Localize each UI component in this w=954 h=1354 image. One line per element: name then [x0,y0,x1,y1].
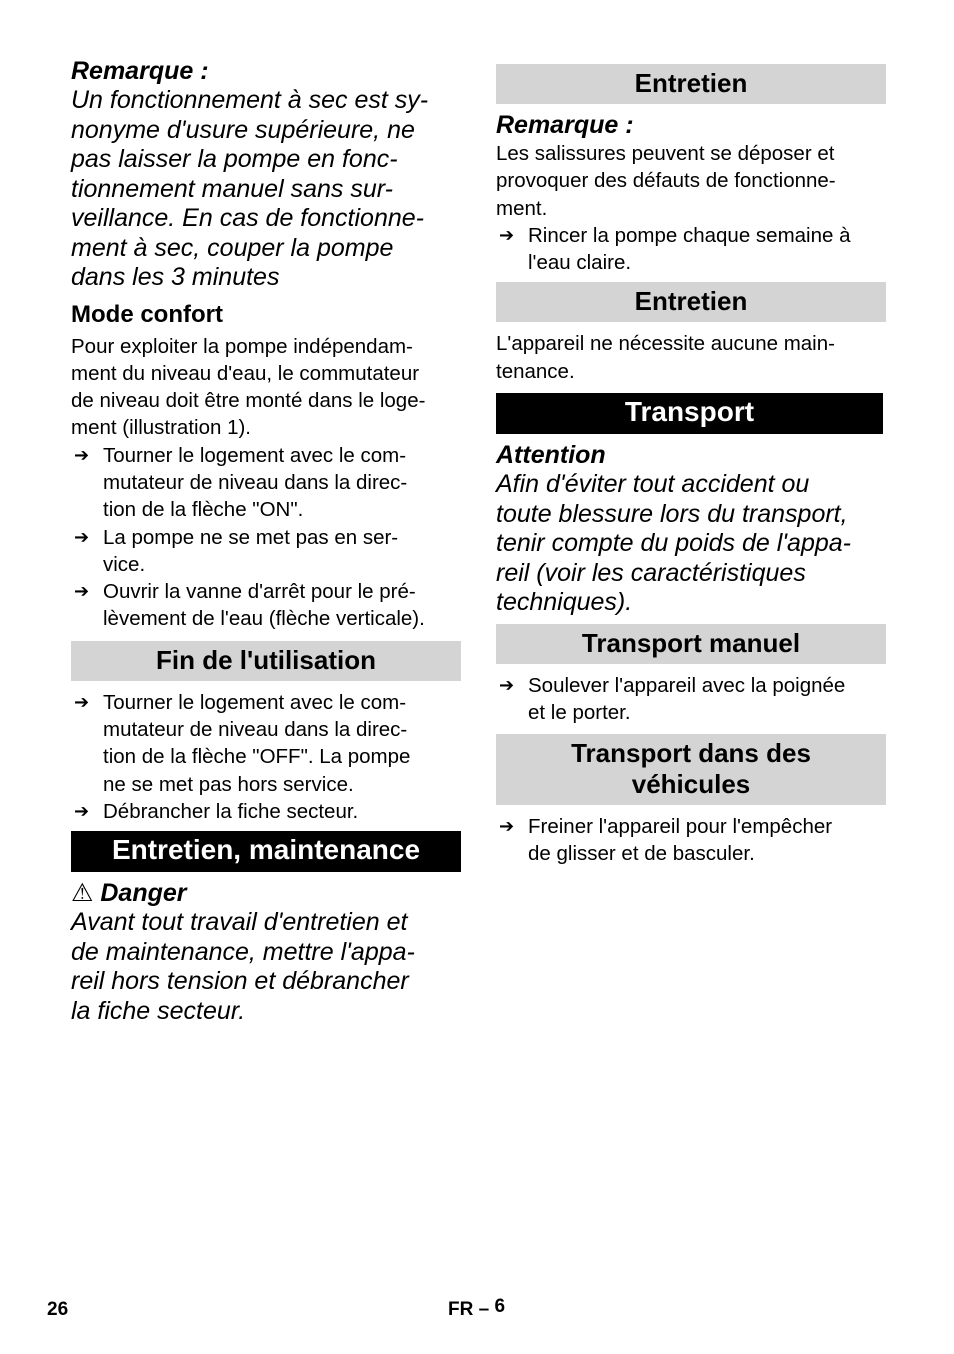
arrow-right-icon: ➔ [74,444,90,465]
step-text-line: de glisser et de basculer. [528,842,755,866]
step-text-line: tion de la flèche "OFF". La pompe [103,745,411,769]
section-transport-heading: Transport [496,393,883,434]
text-line: ment (illustration 1). [71,416,252,440]
text-line: Un fonctionnement à sec est sy- [71,86,429,114]
text-line: Afin d'éviter tout accident ou [496,470,810,499]
section-care-heading: Entretien [496,64,886,104]
text-line: L'appareil ne nécessite aucune main- [496,332,835,356]
step-item [71,442,461,524]
text-line: provoquer des défauts de fonctionne- [496,169,836,193]
arrow-right-icon: ➔ [499,816,515,837]
attention-heading: Attention [496,441,606,470]
attention-text [496,470,886,618]
manual-transport-steps [496,672,886,727]
text-line: tenir compte du poids de l'appa- [496,529,851,558]
comfort-mode-heading: Mode confort [71,300,223,328]
arrow-right-icon: ➔ [74,800,90,821]
step-text-line: Tourner le logement avec le com- [103,690,407,714]
text-line: Transport dans des [571,738,811,769]
warning-triangle-icon: ⚠ [71,879,94,908]
text-line: dans les 3 minutes [71,263,280,291]
text-line: la fiche secteur. [71,996,246,1025]
step-text-line: tion de la flèche "ON". [103,498,304,522]
step-text-line: Débrancher la fiche secteur. [103,799,359,823]
text-line: véhicules [631,769,751,800]
text-line: reil hors tension et débrancher [71,967,409,996]
danger-heading [71,878,461,908]
text-line: Les salissures peuvent se déposer et [496,142,835,165]
step-item [71,689,461,798]
text-line: ment du niveau d'eau, le commutateur [71,361,420,385]
text-line: Avant tout travail d'entretien et [71,908,408,937]
step-item [496,813,886,868]
left-column [71,56,461,1026]
text-line: tenance. [496,359,575,383]
step-text-line: lèvement de l'eau (flèche verticale). [103,607,425,631]
footer-dash: – [478,1299,490,1320]
text-line: toute blessure lors du transport, [496,499,848,528]
step-text-line: Tourner le logement avec le com- [103,443,407,467]
footer-language-page [448,1298,505,1322]
danger-label: Danger [100,879,187,908]
arrow-right-icon: ➔ [499,224,515,245]
text-line: techniques). [496,588,633,617]
text-line: tionnement manuel sans sur- [71,174,393,203]
step-text-line: Freiner l'appareil pour l'empêcher [528,815,833,839]
arrow-right-icon: ➔ [499,674,515,695]
text-line: ment à sec, couper la pompe [71,233,394,262]
step-item [71,524,461,579]
step-text-line: vice. [103,552,146,576]
section-maintenance-heading: Entretien [496,282,886,322]
text-line: pas laisser la pompe en fonc- [71,145,398,173]
remark-text [71,86,461,293]
right-column [496,56,886,868]
step-item [496,672,886,727]
text-line: reil (voir les caractéristiques [496,558,806,587]
step-text-line: ne se met pas hors service. [103,772,354,796]
care-remark-heading: Remarque : [496,111,634,139]
step-text-line: Soulever l'appareil avec la poignée [528,673,846,697]
remark-heading: Remarque : [71,57,209,85]
arrow-right-icon: ➔ [74,691,90,712]
step-text-line: Ouvrir la vanne d'arrêt pour le pré- [103,580,416,604]
end-of-use-steps [71,689,461,825]
section-vehicle-transport-heading [496,734,886,805]
step-text-line: mutateur de niveau dans la direc- [103,718,408,742]
comfort-mode-steps [71,442,461,633]
section-manual-transport-heading: Transport manuel [496,624,886,664]
care-steps [496,222,886,277]
text-line: ment. [496,196,548,220]
step-item [496,222,886,277]
text-line: de maintenance, mettre l'appa- [71,937,415,966]
step-text-line: l'eau claire. [528,251,632,275]
section-care-maintenance-heading: Entretien, maintenance [71,831,461,872]
step-text-line: Rincer la pompe chaque semaine à [528,223,851,247]
footer-language: FR [448,1299,474,1320]
page-number: 26 [47,1299,69,1320]
step-item [71,798,461,825]
text-line: nonyme d'usure supérieure, ne [71,115,415,144]
maintenance-text [496,330,886,385]
step-text-line: mutateur de niveau dans la direc- [103,470,408,494]
arrow-right-icon: ➔ [74,526,90,547]
step-text-line: La pompe ne se met pas en ser- [103,525,399,549]
danger-text [71,908,461,1026]
comfort-mode-text [71,333,461,442]
text-line: Pour exploiter la pompe indépendam- [71,334,413,358]
footer-sub-page: 6 [494,1296,506,1317]
step-item [71,578,461,633]
text-line: veillance. En cas de fonctionne- [71,204,424,232]
section-end-of-use-heading: Fin de l'utilisation [71,641,461,681]
care-remark-text [496,140,886,222]
step-text-line: et le porter. [528,700,631,724]
arrow-right-icon: ➔ [74,581,90,602]
vehicle-transport-steps [496,813,886,868]
text-line: de niveau doit être monté dans le loge- [71,389,426,413]
